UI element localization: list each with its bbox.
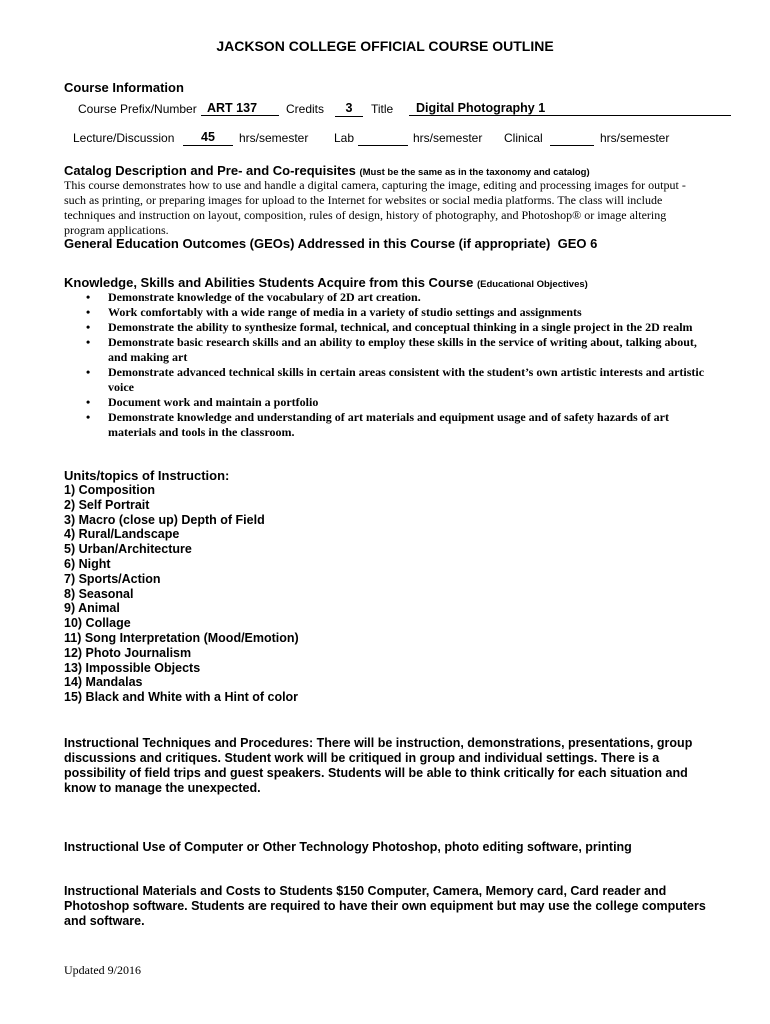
- lecture-hrs-label: hrs/semester: [239, 131, 309, 145]
- lab-field: [358, 130, 408, 146]
- list-item: 11) Song Interpretation (Mood/Emotion): [64, 630, 299, 645]
- ksa-heading-text: Knowledge, Skills and Abilities Students Acquire from this Course: [64, 275, 474, 290]
- catalog-description: This course demonstrates how to use and handle a digital camera, capturing the image, editing and processing images for output - such as printing, or preparing images for upload to the Internet for websites or social media platforms. The class will include techniques and instruction on layout, composition, rules of design, history of photography, and Photoshop® or image altering program applications.: [64, 178, 686, 237]
- clinical-hrs-label: hrs/semester: [600, 131, 670, 145]
- course-info-heading: Course Information: [64, 80, 184, 95]
- list-item: • Document work and maintain a portfolio: [64, 395, 714, 410]
- ksa-heading-note: (Educational Objectives): [476, 279, 588, 290]
- list-item: 10) Collage: [64, 616, 131, 631]
- page-title: JACKSON COLLEGE OFFICIAL COURSE OUTLINE: [216, 38, 554, 54]
- catalog-heading-note: (Must be the same as in the taxonomy and catalog): [359, 167, 590, 178]
- list-item: 5) Urban/Architecture: [64, 542, 192, 557]
- list-item: • Demonstrate knowledge of the vocabulary of 2D art creation.: [64, 290, 714, 305]
- list-item: 1) Composition: [64, 483, 155, 497]
- clinical-label: Clinical: [504, 131, 543, 145]
- technology-paragraph: Instructional Use of Computer or Other Technology Photoshop, photo editing software, printing: [64, 840, 632, 854]
- geo-line: [64, 236, 597, 251]
- prefix-field: ART 137: [201, 101, 279, 116]
- lab-hrs-label: hrs/semester: [413, 131, 483, 145]
- lab-label: Lab: [334, 131, 355, 145]
- footer-updated: Updated 9/2016: [64, 963, 141, 977]
- credits-field: 3: [335, 101, 363, 117]
- list-item: 4) Rural/Landscape: [64, 527, 180, 542]
- lecture-field: 45: [183, 130, 233, 146]
- title-label: Title: [371, 102, 394, 116]
- list-item: • Demonstrate advanced technical skills in certain areas consistent with the student’s own artistic interests and artistic voice: [64, 365, 714, 395]
- list-item: 2) Self Portrait: [64, 497, 150, 512]
- geo-value: GEO 6: [557, 236, 598, 251]
- units-heading: Units/topics of Instruction:: [64, 468, 230, 483]
- list-item: 12) Photo Journalism: [64, 645, 192, 660]
- credits-label: Credits: [286, 102, 325, 116]
- geo-heading: General Education Outcomes (GEOs) Addressed in this Course (if appropriate): [64, 236, 551, 251]
- list-item: • Work comfortably with a wide range of media in a variety of studio settings and assignments: [64, 305, 714, 320]
- catalog-heading-text: Catalog Description and Pre- and Co-requisites: [64, 163, 356, 178]
- list-item: • Demonstrate the ability to synthesize formal, technical, and conceptual thinking in a single project in the 2D realm: [64, 320, 714, 335]
- list-item: 9) Animal: [64, 601, 120, 616]
- units-list: [64, 483, 299, 705]
- catalog-heading: [64, 163, 590, 178]
- list-item: 13) Impossible Objects: [64, 660, 201, 675]
- techniques-paragraph: Instructional Techniques and Procedures: There will be instruction, demonstrations, presentations, group discussions and critiques. Student work will be critiqued in group and individual settings. There is a possibility of field trips and guest speakers. Students will be able to think critically for each situation and know to manage the unexpected.: [64, 736, 693, 795]
- ksa-list: [64, 290, 714, 440]
- list-item: 7) Sports/Action: [64, 571, 161, 586]
- materials-paragraph: Instructional Materials and Costs to Students $150 Computer, Camera, Memory card, Card reader and Photoshop software. Students are required to have their own equipment but may use the college computers and software.: [64, 884, 706, 928]
- lecture-label: Lecture/Discussion: [73, 131, 175, 145]
- ksa-heading: [64, 275, 588, 290]
- prefix-label: Course Prefix/Number: [78, 102, 197, 116]
- list-item: 15) Black and White with a Hint of color: [64, 690, 299, 705]
- list-item: 3) Macro (close up) Depth of Field: [64, 512, 265, 527]
- clinical-field: [550, 130, 594, 146]
- course-title-field: Digital Photography 1: [409, 101, 731, 116]
- list-item: 8) Seasonal: [64, 586, 134, 601]
- list-item: • Demonstrate knowledge and understanding of art materials and equipment usage and of safety hazards of art materials and tools in the classroom.: [64, 410, 714, 440]
- list-item: • Demonstrate basic research skills and an ability to employ these skills in the service of writing about, talking about, and making art: [64, 335, 714, 365]
- list-item: 14) Mandalas: [64, 675, 143, 690]
- list-item: 6) Night: [64, 556, 111, 571]
